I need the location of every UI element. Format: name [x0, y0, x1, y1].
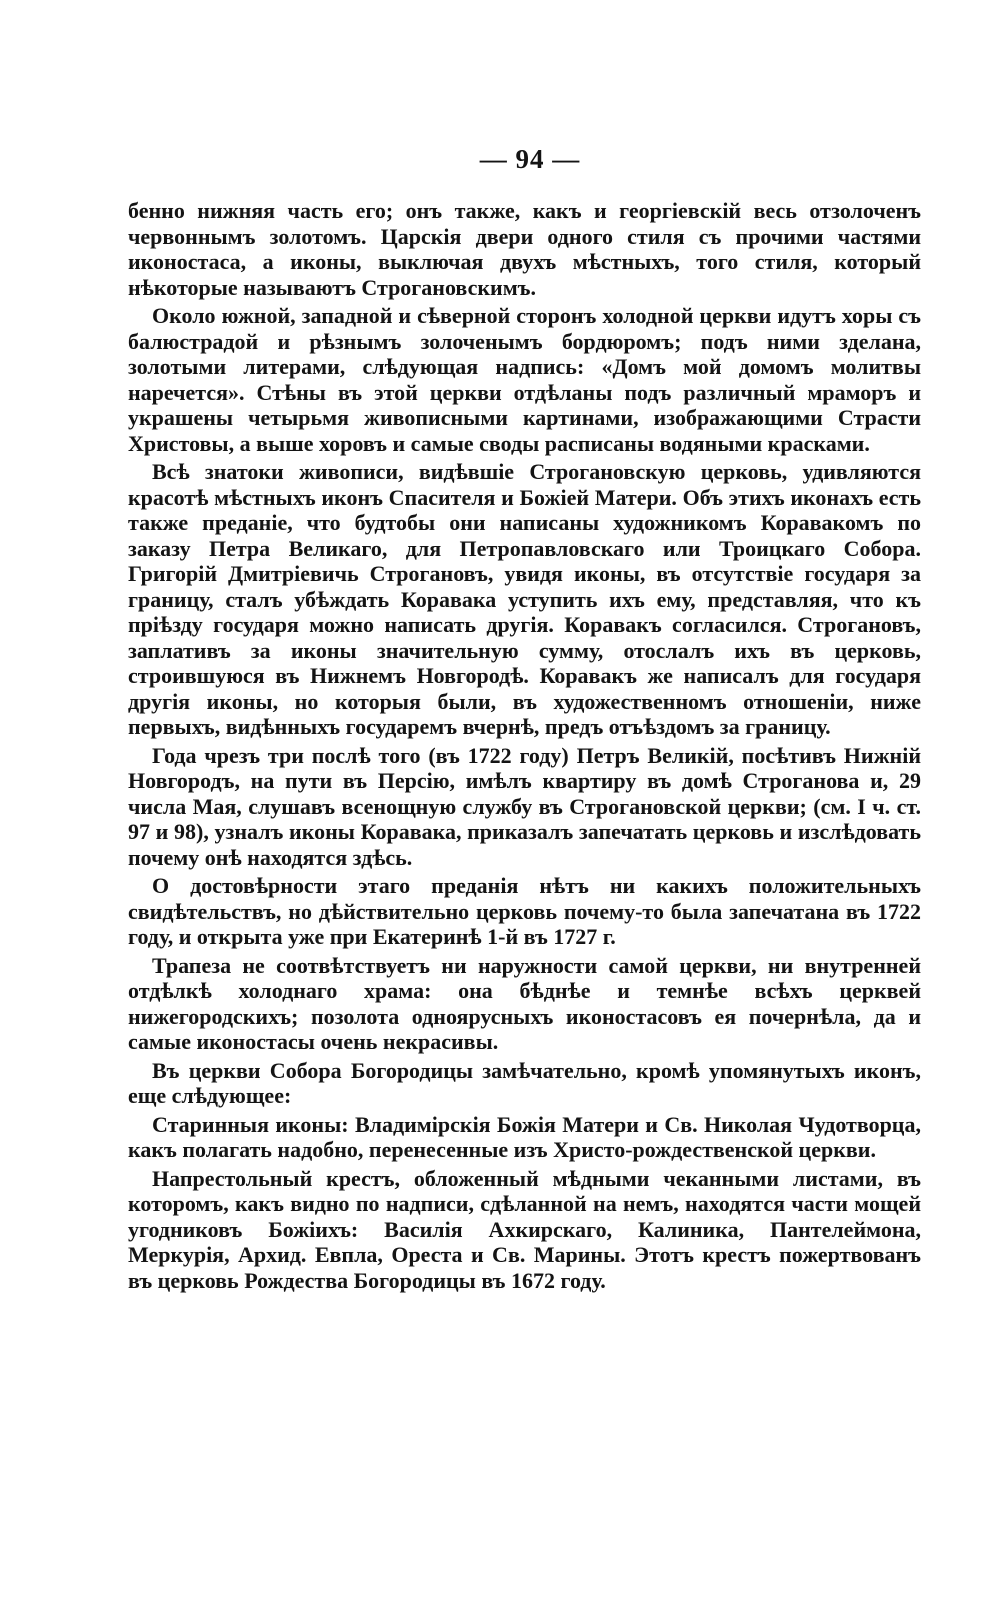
paragraph-icons-legend: Всѣ знатоки живописи, видѣвшіе Строгановскую церковь, удивляются красотѣ мѣстныхъ иконъ Спасителя и Божіей Матери. Объ этихъ иконахъ есть также преданіе, что будтобы они написаны художникомъ Коравакомъ по заказу Петра Великаго, для Петропавловскаго или Троицкаго Собора. Григорій Дмитріевичь Строгановъ, увидя иконы, въ отсутствіе государя за границу, сталъ убѣждать Коравака уступить ихъ ему, представляя, что къ пріѣзду государя можно написать другія. Коравакъ согласился. Строгановъ, заплативъ за иконы значительную сумму, отослалъ ихъ въ церковь, строившуюся въ Нижнемъ Новгородѣ. Коравакъ же написалъ для государя другія иконы, но которыя были, въ художественномъ отношеніи, ниже первыхъ, видѣнныхъ государемъ вчернѣ, предъ отъѣздомъ за границу.: [128, 459, 921, 739]
paragraph-peter-visit: Года чрезъ три послѣ того (въ 1722 году) Петръ Великій, посѣтивъ Нижній Новгородъ, на пути въ Персію, имѣлъ квартиру въ домѣ Строганова и, 29 числа Мая, слушавъ всенощную службу въ Строгановской церкви; (см. I ч. ст. 97 и 98), узналъ иконы Коравака, приказалъ запечатать церковь и изслѣдовать почему онѣ находятся здѣсь.: [128, 742, 921, 870]
page-body: [128, 198, 921, 1293]
paragraph-notable-items-intro: Въ церкви Собора Богородицы замѣчательно, кромѣ упомянутыхъ иконъ, еще слѣдующее:: [128, 1057, 921, 1108]
paragraph-reliability: О достовѣрности этаго преданія нѣтъ ни какихъ положительныхъ свидѣтельствъ, но дѣйствительно церковь почему-то была запечатана въ 1722 году, и открыта уже при Екатеринѣ 1-й въ 1727 г.: [128, 873, 921, 949]
page-number: — 94 —: [479, 144, 581, 174]
paragraph-refectory: Трапеза не соотвѣтствуетъ ни наружности самой церкви, ни внутренней отдѣлкѣ холоднаго храма: она бѣднѣе и темнѣе всѣхъ церквей нижегородскихъ; позолота одноярусныхъ иконостасовъ ея почернѣла, да и самые иконостасы очень некрасивы.: [128, 952, 921, 1054]
paragraph-choirs: Около южной, западной и сѣверной сторонъ холодной церкви идутъ хоры съ балюстрадой и рѣзнымъ золоченымъ бордюромъ; подъ ними зделана, золотыми литерами, слѣдующая надпись: «Домъ мой домомъ молитвы наречется». Стѣны въ этой церкви отдѣланы подъ различный мраморъ и украшены четырьмя живописными картинами, изображающими Страсти Христовы, а выше хоровъ и самые своды расписаны водяными красками.: [128, 303, 921, 456]
paragraph-continuation: бенно нижняя часть его; онъ также, какъ и георгіевскій весь отзолоченъ червоннымъ золотомъ. Царскія двери одного стиля съ прочими частями иконостаса, а иконы, выключая двухъ мѣстныхъ, того стиля, который нѣкоторые называютъ Строгановскимъ.: [128, 198, 921, 300]
paragraph-old-icons: Старинныя иконы: Владимірскія Божія Матери и Св. Николая Чудотворца, какъ полагать надобно, перенесенные изъ Христо-рождественской церкви.: [128, 1111, 921, 1162]
paragraph-altar-cross: Напрестольный крестъ, обложенный мѣдными чеканными листами, въ которомъ, какъ видно по надписи, сдѣланной на немъ, находятся части мощей угодниковъ Божіихъ: Василія Ахкирскаго, Калиника, Пантелеймона, Меркурія, Архид. Евпла, Ореста и Св. Марины. Этотъ крестъ пожертвованъ въ церковь Рождества Богородицы въ 1672 году.: [128, 1165, 921, 1293]
